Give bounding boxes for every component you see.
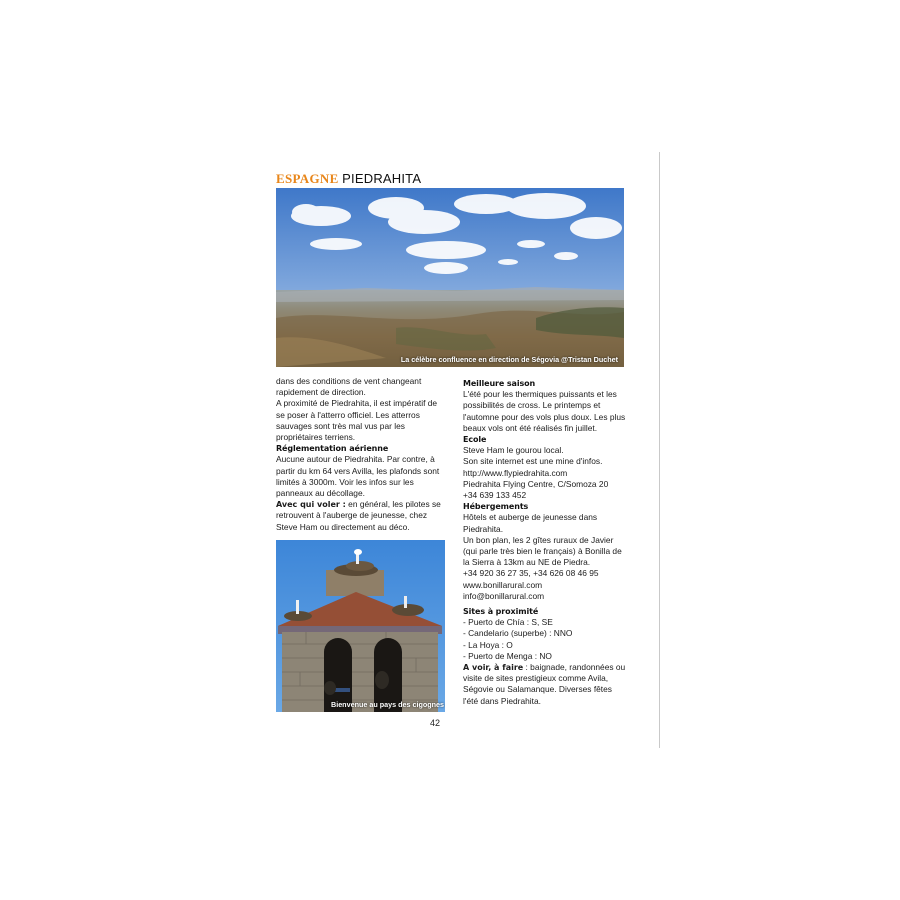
landscape-photo [276,188,624,367]
ecole-url: http://www.flypiedrahita.com [463,467,568,478]
right-text-column [463,378,629,707]
hebergements-email: info@bonillarural.com [463,590,545,601]
site-item: - Candelario (superbe) : NNO [463,628,573,639]
landscape-photo-image [276,188,624,367]
page-divider-line [659,152,660,748]
bell-tower-photo-caption: Bienvenue au pays des cigognes [331,700,445,709]
label-avec-qui: Avec qui voler : [276,500,346,510]
heading-saison: Meilleure saison [463,379,536,388]
bell-tower-photo [276,540,445,712]
ecole-line-1: Steve Ham le gourou local. [463,445,564,456]
hebergements-phone: +34 920 36 27 35, +34 626 08 46 95 [463,568,599,579]
bell-tower-photo-image [276,540,445,712]
hebergements-line-1: Hôtels et auberge de jeunesse dans Piedrahita. [463,512,598,534]
ecole-phone: +34 639 133 452 [463,490,527,501]
site-item: - Puerto de Chía : S, SE [463,617,553,628]
landscape-photo-caption: La célèbre confluence en direction de Ségovia @Tristan Duchet [400,355,618,364]
heading-ecole: Ecole [463,435,487,445]
header-city: PIEDRAHITA [342,171,422,186]
paragraph-saison: L'été pour les thermiques puissants et les possibilités de cross. Le printemps et l'automne pour des vols plus doux. Les plus beaux vols ont été réalisés fin juillet. [463,389,626,433]
label-voir: A voir, à faire [463,663,524,673]
paragraph-landing: A proximité de Piedrahita, il est impératif de se poser à l'atterro officiel. Les atterros sauvages sont très mal vus par les propriétaires terriens. [276,398,438,443]
ecole-address: Piedrahita Flying Centre, C/Somoza 20 [463,478,609,489]
heading-sites: Sites à proximité [463,607,539,617]
text-avec-qui: en général, les pilotes se retrouvent à l'auberge de jeunesse, chez Steve Ham ou directement au déco. [276,499,441,532]
paragraph-avec-qui [276,499,442,533]
hebergements-url: www.bonillarural.com [463,579,543,590]
left-text-column [276,376,442,533]
heading-reglementation: Réglementation aérienne [276,444,389,454]
ecole-line-2: Son site internet est une mine d'infos. [463,456,603,467]
site-item: - Puerto de Menga : NO [463,650,552,661]
heading-hebergements: Hébergements [463,502,529,512]
paragraph-reglementation: Aucune autour de Piedrahita. Par contre, à partir du km 64 vers Avilla, les plafonds sont limités à 3000m. Voir les infos sur les panneaux au décollage. [276,454,440,499]
hebergements-line-2: Un bon plan, les 2 gîtes ruraux de Javier (qui parle très bien le français) à Bonilla de la Sierra à 13km au NE de Piedra. [463,534,622,568]
page-number: 42 [430,718,441,728]
paragraph-voir [463,662,629,707]
text-voir: : baignade, randonnées ou visite de sites prestigieux comme Avila, Ségovie ou Salamanque. Diverses fêtes l'été dans Piedrahita. [463,662,626,706]
header-country: ESPAGNE [276,171,339,186]
paragraph-wind: dans des conditions de vent changeant rapidement de direction. [276,376,422,398]
page-header [276,171,421,187]
site-item: - La Hoya : O [463,639,513,650]
